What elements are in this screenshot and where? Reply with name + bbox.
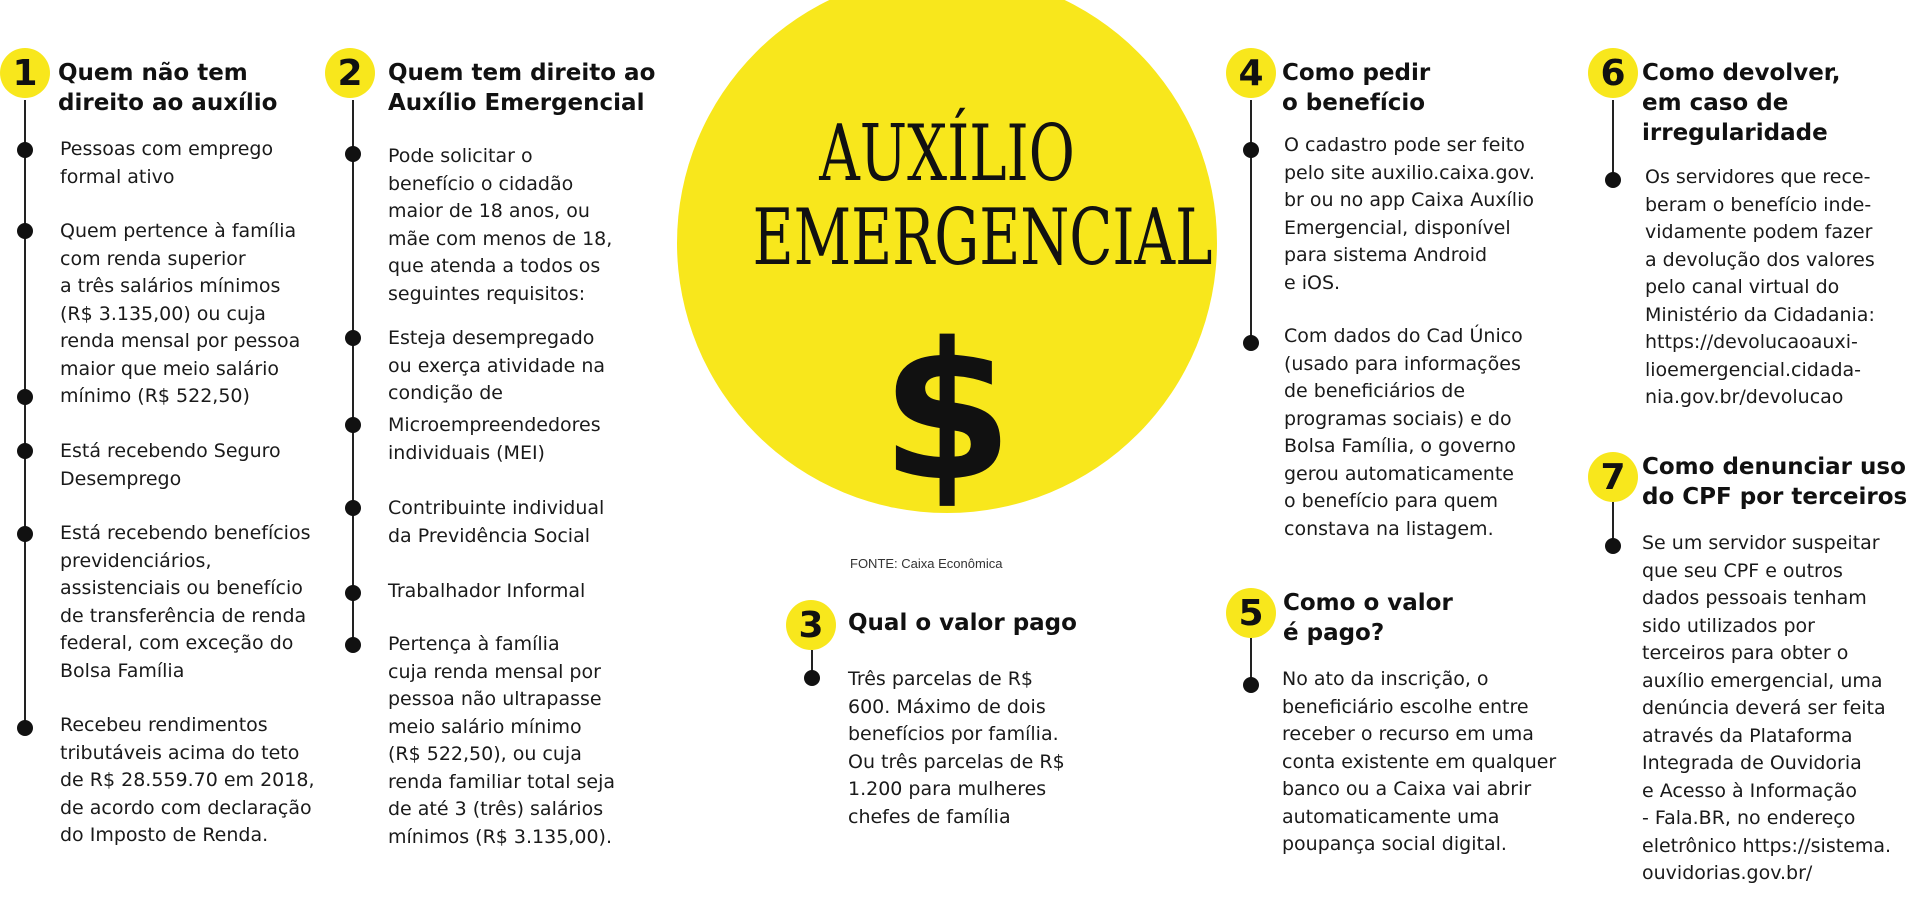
section-6-timeline (1612, 100, 1614, 178)
main-title-line2: EMERGENCIAL (752, 193, 1213, 283)
section-3-number: 3 (786, 600, 836, 650)
section-1-bullet (17, 720, 33, 736)
section-4-number: 4 (1226, 48, 1276, 98)
section-2-number: 2 (325, 48, 375, 98)
section-6-bullet (1605, 172, 1621, 188)
section-4-timeline (1250, 100, 1252, 340)
section-1-number: 1 (0, 48, 50, 98)
section-1-bullet (17, 526, 33, 542)
section-2-heading: Quem tem direito ao Auxílio Emergencial (388, 60, 656, 116)
section-2-item-1: Pode solicitar o benefício o cidadão maior de 18 anos, ou mãe com menos de 18, que atenda a todos os seguintes requisitos: (388, 145, 613, 305)
section-1-bullet (17, 443, 33, 459)
section-2-item-5: Trabalhador Informal (388, 580, 586, 602)
section-7-heading: Como denunciar uso do CPF por terceiros (1642, 454, 1908, 510)
section-1-heading: Quem não tem direito ao auxílio (58, 60, 278, 116)
section-4-bullet (1243, 335, 1259, 351)
section-3-bullet (804, 670, 820, 686)
section-2-timeline (352, 100, 354, 640)
section-5-bullet (1243, 677, 1259, 693)
section-5-item-1: No ato da inscrição, o beneficiário escolhe entre receber o recurso em uma conta existente em qualquer banco ou a Caixa vai abrir automaticamente uma poupança social digital. (1282, 668, 1557, 855)
section-4-item-2: Com dados do Cad Único (usado para informações de beneficiários de programas sociais) e do Bolsa Família, o governo gerou automaticamente o benefício para quem constava na listagem. (1284, 325, 1523, 540)
section-7-number: 7 (1588, 452, 1638, 502)
section-1-item-3: Está recebendo Seguro Desemprego (60, 440, 281, 490)
section-2-item-6: Pertença à família cuja renda mensal por pessoa não ultrapasse meio salário mínimo (R$ 522,50), ou cuja renda familiar total seja de até 3 (três) salários mínimos (R$ 3.135,00). (388, 633, 616, 848)
dollar-icon: $ (880, 302, 1014, 523)
section-5-heading: Como o valor é pago? (1283, 590, 1453, 646)
section-2-bullet (345, 500, 361, 516)
section-1-bullet (17, 389, 33, 405)
section-6-item-1: Os servidores que rece- beram o benefício inde- vidamente podem fazer a devolução dos valores pelo canal virtual do Ministério da Cidadania: https://devolucaoauxi- lioemergencial.cidada- nia.gov.br/devolucao (1645, 166, 1875, 408)
section-2-item-3: Microempreendedores individuais (MEI) (388, 414, 601, 464)
section-2-bullet (345, 417, 361, 433)
section-1-item-2: Quem pertence à família com renda superior a três salários mínimos (R$ 3.135,00) ou cuja renda mensal por pessoa maior que meio salário mínimo (R$ 522,50) (60, 220, 301, 407)
section-1-item-4: Está recebendo benefícios previdenciários, assistenciais ou benefício de transferência de renda federal, com exceção do Bolsa Família (60, 522, 311, 682)
section-1-timeline (24, 100, 26, 725)
main-title-line1: AUXÍLIO (819, 109, 1075, 199)
section-2-item-2: Esteja desempregado ou exerça atividade na condição de (388, 327, 606, 404)
section-1-bullet (17, 223, 33, 239)
section-7-item-1: Se um servidor suspeitar que seu CPF e outros dados pessoais tenham sido utilizados por terceiros para obter o auxílio emergencial, uma denúncia deverá ser feita através da Plataforma Integrada de Ouvidoria e Acesso à Informação - Fala.BR, no endereço eletrônico https://sistema. ouvidorias.gov.br/ (1642, 532, 1892, 884)
section-6-number: 6 (1588, 48, 1638, 98)
section-2-item-4: Contribuinte individual da Previdência Social (388, 497, 605, 547)
section-3-heading: Qual o valor pago (848, 610, 1077, 636)
section-7-bullet (1605, 538, 1621, 554)
section-4-bullet (1243, 142, 1259, 158)
section-2-bullet (345, 330, 361, 346)
section-4-item-1: O cadastro pode ser feito pelo site auxilio.caixa.gov. br ou no app Caixa Auxílio Emergencial, disponível para sistema Android e iOS. (1284, 134, 1535, 294)
section-1-bullet (17, 142, 33, 158)
section-5-number: 5 (1226, 588, 1276, 638)
section-1-item-5: Recebeu rendimentos tributáveis acima do teto de R$ 28.559.70 em 2018, de acordo com declaração do Imposto de Renda. (60, 714, 315, 846)
source-note: FONTE: Caixa Econômica (850, 556, 1003, 571)
section-6-heading: Como devolver, em caso de irregularidade (1642, 60, 1841, 146)
section-3-item-1: Três parcelas de R$ 600. Máximo de dois benefícios por família. Ou três parcelas de R$ 1.200 para mulheres chefes de família (848, 668, 1065, 828)
section-2-bullet (345, 146, 361, 162)
section-1-item-1: Pessoas com emprego formal ativo (60, 138, 274, 188)
section-2-bullet (345, 637, 361, 653)
section-4-heading: Como pedir o benefício (1282, 60, 1431, 116)
section-2-bullet (345, 585, 361, 601)
